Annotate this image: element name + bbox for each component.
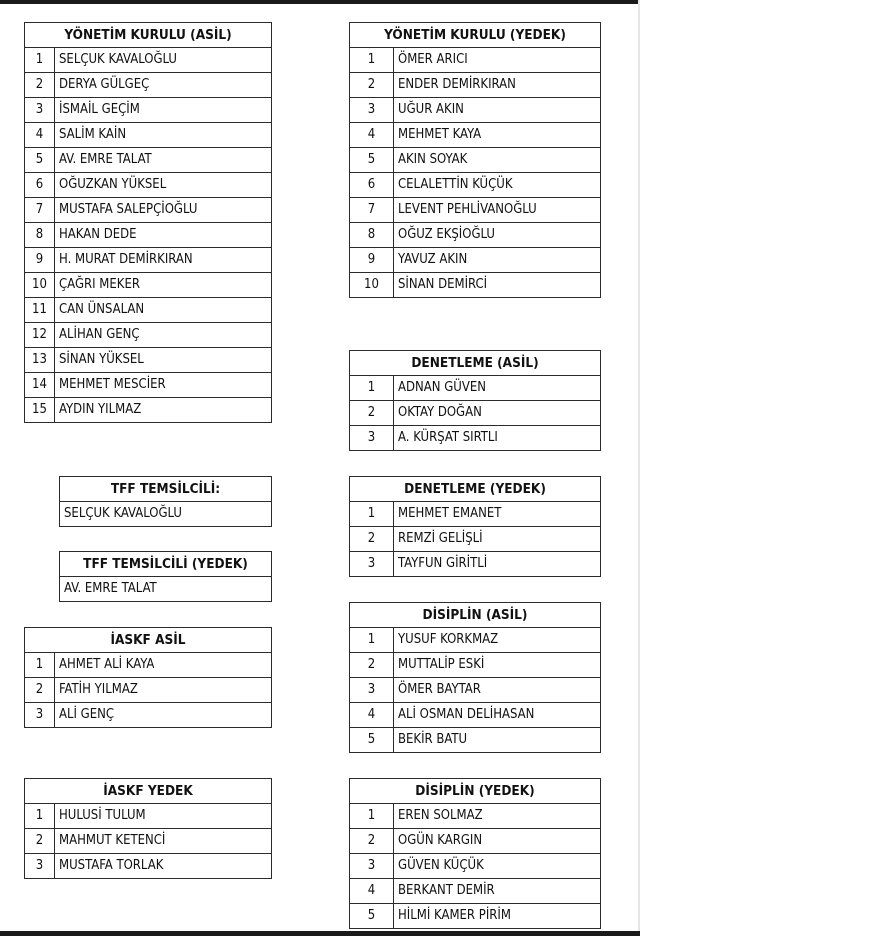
member-name: MUTTALİP ESKİ [394,653,601,678]
table-row [25,829,272,854]
row-number: 4 [350,879,394,904]
member-name: YUSUF KORKMAZ [394,628,601,653]
table-row [25,223,272,248]
member-name: CAN ÜNSALAN [55,298,272,323]
row-number: 1 [350,376,394,401]
member-name: MUSTAFA SALEPÇİOĞLU [55,198,272,223]
row-number: 3 [350,426,394,451]
member-name: ALİ GENÇ [55,703,272,728]
member-name: HULUSİ TULUM [55,804,272,829]
table-row [25,703,272,728]
member-name: İSMAİL GEÇİM [55,98,272,123]
table-row [350,173,601,198]
member-name: CELALETTİN KÜÇÜK [394,173,601,198]
table-row [350,426,601,451]
member-name: HAKAN DEDE [55,223,272,248]
table-row [60,577,272,602]
member-name: OĞUZKAN YÜKSEL [55,173,272,198]
bottom-border-bar [0,931,640,936]
table-row [350,829,601,854]
row-number: 11 [25,298,55,323]
table-row [25,678,272,703]
top-border-bar [0,0,640,4]
row-number: 2 [350,829,394,854]
member-name: ENDER DEMİRKIRAN [394,73,601,98]
member-name: TAYFUN GİRİTLİ [394,552,601,577]
member-name: MAHMUT KETENCİ [55,829,272,854]
table-row [350,628,601,653]
table-row [350,904,601,929]
member-name: FATİH YILMAZ [55,678,272,703]
table-row [350,48,601,73]
table-title: İASKF ASİL [25,628,272,653]
table-row [350,73,601,98]
table-row [60,502,272,527]
member-name: MEHMET EMANET [394,502,601,527]
table-title: İASKF YEDEK [25,779,272,804]
table-row [350,148,601,173]
table-row [25,198,272,223]
table-title: DENETLEME (YEDEK) [350,477,601,502]
member-name: MUSTAFA TORLAK [55,854,272,879]
member-name: SİNAN YÜKSEL [55,348,272,373]
table-row [350,804,601,829]
member-name: SELÇUK KAVALOĞLU [60,502,272,527]
row-number: 10 [25,273,55,298]
table-row [350,273,601,298]
denetleme-yedek-table [349,476,601,577]
table-row [350,678,601,703]
member-name: ÖMER BAYTAR [394,678,601,703]
table-row [350,653,601,678]
table-row [350,854,601,879]
row-number: 7 [25,198,55,223]
row-number: 12 [25,323,55,348]
table-row [25,73,272,98]
row-number: 5 [25,148,55,173]
table-row [25,348,272,373]
row-number: 4 [350,123,394,148]
row-number: 3 [350,678,394,703]
member-name: H. MURAT DEMİRKIRAN [55,248,272,273]
yonetim-kurulu-asil-table [24,22,272,423]
member-name: A. KÜRŞAT SIRTLI [394,426,601,451]
row-number: 2 [350,401,394,426]
row-number: 10 [350,273,394,298]
table-row [25,373,272,398]
row-number: 5 [350,148,394,173]
yonetim-kurulu-yedek-table [349,22,601,298]
table-row [25,653,272,678]
member-name: LEVENT PEHLİVANOĞLU [394,198,601,223]
table-row [25,273,272,298]
row-number: 1 [25,653,55,678]
member-name: OĞUZ EKŞİOĞLU [394,223,601,248]
table-row [25,173,272,198]
row-number: 8 [350,223,394,248]
member-name: OKTAY DOĞAN [394,401,601,426]
member-name: ÇAĞRI MEKER [55,273,272,298]
row-number: 6 [350,173,394,198]
row-number: 15 [25,398,55,423]
row-number: 5 [350,904,394,929]
member-name: OGÜN KARGIN [394,829,601,854]
row-number: 3 [350,98,394,123]
member-name: ADNAN GÜVEN [394,376,601,401]
table-title: TFF TEMSİLCİLİ (YEDEK) [60,552,272,577]
row-number: 5 [350,728,394,753]
row-number: 3 [350,854,394,879]
disiplin-yedek-table [349,778,601,929]
table-row [25,323,272,348]
table-row [350,223,601,248]
member-name: GÜVEN KÜÇÜK [394,854,601,879]
table-row [25,854,272,879]
member-name: REMZİ GELİŞLİ [394,527,601,552]
row-number: 2 [350,527,394,552]
row-number: 9 [25,248,55,273]
table-row [350,879,601,904]
row-number: 1 [350,804,394,829]
tff-temsilcili-yedek-table [59,551,272,602]
table-row [25,48,272,73]
table-row [350,502,601,527]
table-title: YÖNETİM KURULU (ASİL) [25,23,272,48]
table-row [25,148,272,173]
member-name: YAVUZ AKIN [394,248,601,273]
row-number: 2 [25,678,55,703]
member-name: BERKANT DEMİR [394,879,601,904]
row-number: 4 [25,123,55,148]
table-row [25,98,272,123]
row-number: 8 [25,223,55,248]
row-number: 2 [25,829,55,854]
table-row [350,728,601,753]
member-name: AV. EMRE TALAT [60,577,272,602]
table-row [25,123,272,148]
member-name: SALİM KAİN [55,123,272,148]
row-number: 2 [350,73,394,98]
row-number: 7 [350,198,394,223]
table-row [25,804,272,829]
member-name: UĞUR AKIN [394,98,601,123]
row-number: 2 [25,73,55,98]
table-row [350,248,601,273]
row-number: 3 [25,703,55,728]
member-name: ÖMER ARICI [394,48,601,73]
member-name: EREN SOLMAZ [394,804,601,829]
row-number: 3 [25,98,55,123]
table-row [350,552,601,577]
row-number: 14 [25,373,55,398]
iaskf-asil-table [24,627,272,728]
table-row [25,248,272,273]
table-row [25,298,272,323]
member-name: SİNAN DEMİRCİ [394,273,601,298]
table-row [25,398,272,423]
right-edge-line [638,0,640,936]
member-name: AKIN SOYAK [394,148,601,173]
row-number: 1 [350,502,394,527]
row-number: 3 [350,552,394,577]
table-row [350,376,601,401]
row-number: 9 [350,248,394,273]
member-name: AHMET ALİ KAYA [55,653,272,678]
row-number: 3 [25,854,55,879]
table-title: DENETLEME (ASİL) [350,351,601,376]
member-name: AYDIN YILMAZ [55,398,272,423]
iaskf-yedek-table [24,778,272,879]
member-name: SELÇUK KAVALOĞLU [55,48,272,73]
member-name: ALİHAN GENÇ [55,323,272,348]
table-row [350,98,601,123]
member-name: HİLMİ KAMER PİRİM [394,904,601,929]
table-row [350,401,601,426]
table-row [350,703,601,728]
member-name: DERYA GÜLGEÇ [55,73,272,98]
disiplin-asil-table [349,602,601,753]
denetleme-asil-table [349,350,601,451]
row-number: 1 [350,48,394,73]
row-number: 13 [25,348,55,373]
table-title: YÖNETİM KURULU (YEDEK) [350,23,601,48]
row-number: 6 [25,173,55,198]
member-name: MEHMET KAYA [394,123,601,148]
row-number: 1 [25,804,55,829]
table-title: DİSİPLİN (YEDEK) [350,779,601,804]
table-row [350,123,601,148]
table-title: DİSİPLİN (ASİL) [350,603,601,628]
member-name: ALİ OSMAN DELİHASAN [394,703,601,728]
member-name: AV. EMRE TALAT [55,148,272,173]
member-name: MEHMET MESCİER [55,373,272,398]
table-title: TFF TEMSİLCİLİ: [60,477,272,502]
table-row [350,198,601,223]
row-number: 4 [350,703,394,728]
row-number: 1 [25,48,55,73]
row-number: 1 [350,628,394,653]
row-number: 2 [350,653,394,678]
tff-temsilcili-table [59,476,272,527]
member-name: BEKİR BATU [394,728,601,753]
table-row [350,527,601,552]
